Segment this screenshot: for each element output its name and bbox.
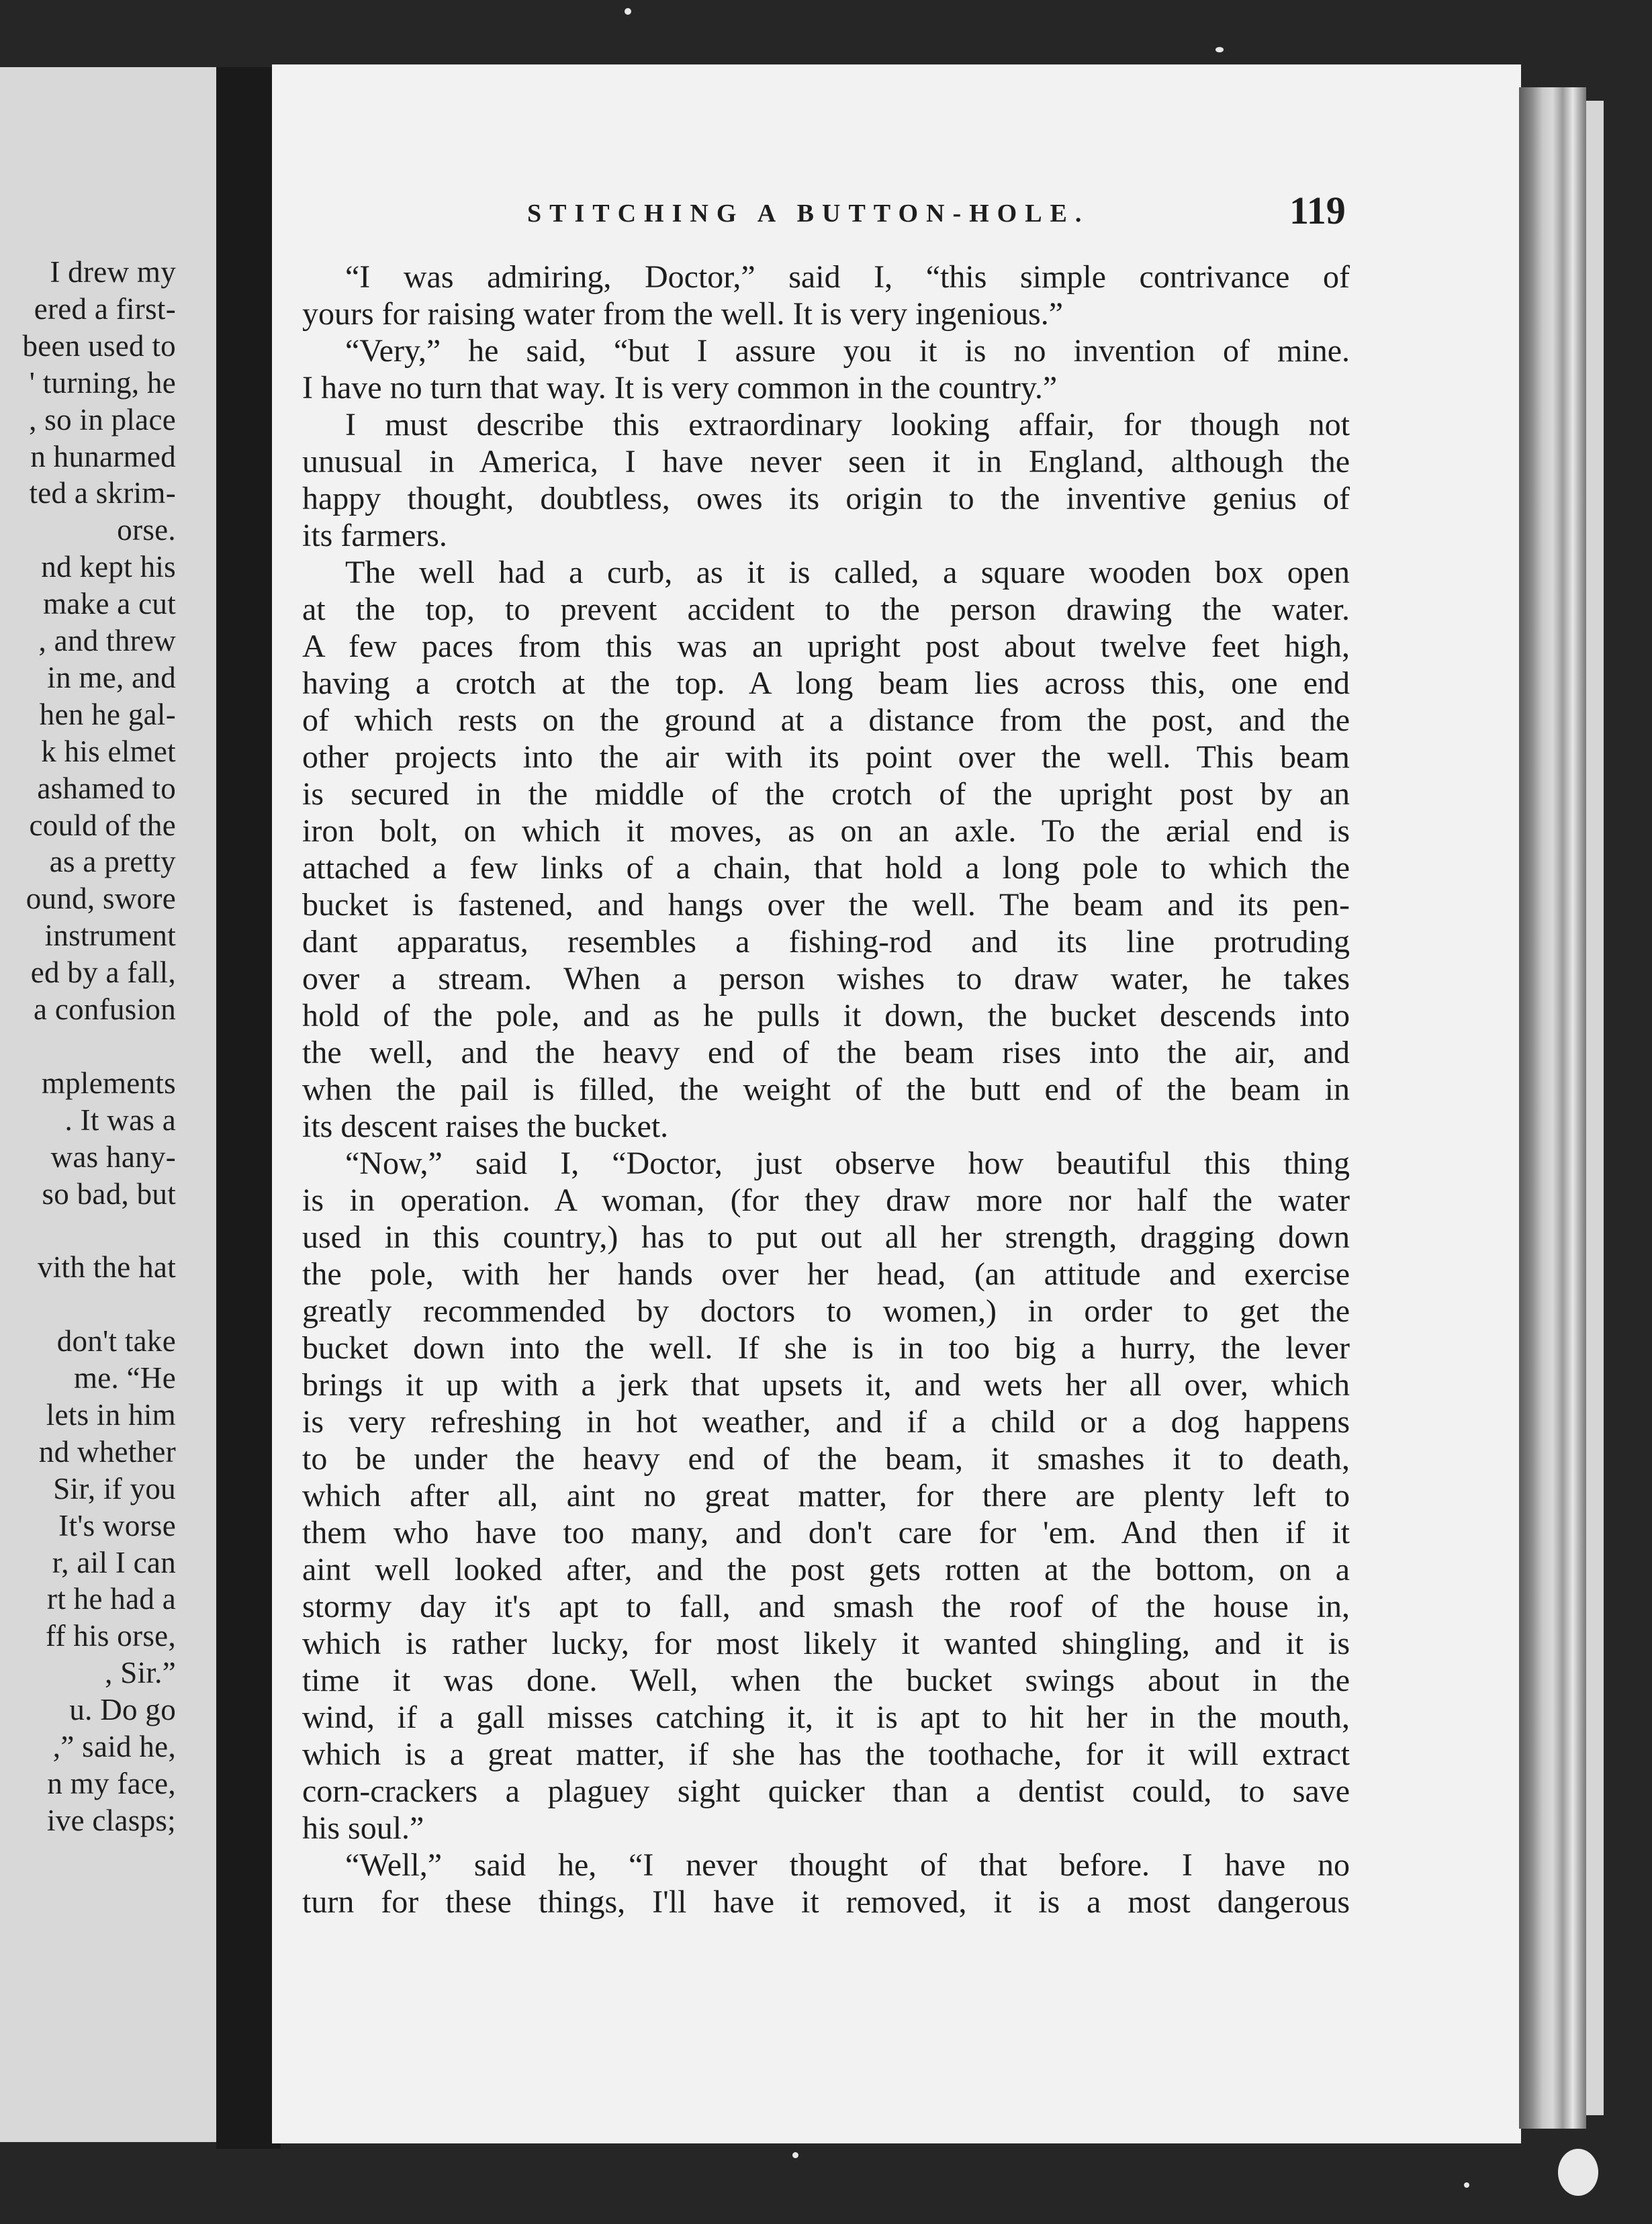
left-page-line: lets in him: [46, 1397, 176, 1432]
text-line: “Now,” said I, “Doctor, just observe how beautiful this thing: [345, 1146, 1350, 1181]
left-page-line: could of the: [29, 808, 176, 842]
left-page-line: ered a first-: [34, 291, 176, 326]
text-line: A few paces from this was an upright post about twelve feet high,: [302, 629, 1350, 664]
left-page-line: nd whether: [38, 1434, 176, 1469]
running-head: STITCHING A BUTTON-HOLE.: [527, 199, 1090, 228]
text-line: “Very,” he said, “but I assure you it is no invention of mine.: [345, 333, 1350, 369]
scan-speck: [1215, 47, 1224, 52]
scan-speck: [1558, 2149, 1598, 2196]
text-line: the well, and the heavy end of the beam rises into the air, and: [302, 1035, 1350, 1070]
left-page-line: instrument: [44, 919, 176, 953]
text-line: aint well looked after, and the post gets rotten at the bottom, on a: [302, 1552, 1350, 1587]
left-page-line: n my face,: [47, 1766, 176, 1800]
left-page-line: ive clasps;: [46, 1803, 176, 1837]
left-page-line: , so in place: [29, 402, 176, 436]
left-page-line: ted a skrim-: [29, 476, 176, 510]
left-page-line: hen he gal-: [39, 697, 176, 731]
text-line: of which rests on the ground at a distance from the post, and the: [302, 702, 1350, 738]
text-line: The well had a curb, as it is called, a square wooden box open: [345, 555, 1350, 590]
left-page-line: . It was a: [64, 1103, 176, 1137]
text-line: I must describe this extraordinary looking affair, for though not: [345, 407, 1350, 443]
left-page-line: so bad, but: [42, 1176, 176, 1211]
page-edges: [1519, 87, 1586, 2129]
text-line: iron bolt, on which it moves, as on an axle. To the ærial end is: [302, 813, 1350, 849]
left-page-line: I drew my: [50, 255, 176, 289]
text-line: is very refreshing in hot weather, and if a child or a dog happens: [302, 1404, 1350, 1440]
left-page-line: make a cut: [43, 587, 176, 621]
left-page-line: in me, and: [47, 660, 176, 694]
scan-speck: [792, 2152, 798, 2158]
text-line: having a crotch at the top. A long beam lies across this, one end: [302, 665, 1350, 701]
text-line: used in this country,) has to put out all her strength, dragging down: [302, 1219, 1350, 1255]
text-line: happy thought, doubtless, owes its origin to the inventive genius of: [302, 481, 1350, 516]
page-edge-outer: [1586, 101, 1604, 2115]
text-line: his soul.”: [302, 1810, 424, 1846]
text-line: unusual in America, I have never seen it in England, although the: [302, 444, 1350, 479]
left-page-line: a confusion: [34, 992, 176, 1026]
text-line: them who have too many, and don't care for 'em. And then if it: [302, 1515, 1350, 1550]
left-page-line: , Sir.”: [105, 1656, 176, 1690]
scan-speck: [625, 8, 631, 15]
text-line: I have no turn that way. It is very common in the country.”: [302, 370, 1058, 406]
left-page-line: ' turning, he: [29, 365, 176, 400]
left-page-line: rt he had a: [47, 1582, 176, 1616]
text-line: which is a great matter, if she has the toothache, for it will extract: [302, 1736, 1350, 1772]
left-page-line: ound, swore: [26, 882, 176, 916]
text-line: hold of the pole, and as he pulls it down, the bucket descends into: [302, 998, 1350, 1033]
left-page-line: ff his orse,: [46, 1619, 176, 1653]
text-line: greatly recommended by doctors to women,) in order to get the: [302, 1293, 1350, 1329]
text-line: which is rather lucky, for most likely it wanted shingling, and it is: [302, 1626, 1350, 1661]
left-page-line: k his elmet: [41, 734, 176, 768]
left-page-line: as a pretty: [49, 845, 176, 879]
text-line: bucket down into the well. If she is in too big a hurry, the lever: [302, 1330, 1350, 1366]
scan-speck: [1464, 2182, 1469, 2188]
text-line: wind, if a gall misses catching it, it is apt to hit her in the mouth,: [302, 1700, 1350, 1735]
text-line: “I was admiring, Doctor,” said I, “this simple contrivance of: [345, 259, 1350, 295]
left-page-line: don't take: [56, 1324, 176, 1358]
text-line: bucket is fastened, and hangs over the well. The beam and its pen-: [302, 887, 1350, 923]
text-line: brings it up with a jerk that upsets it, and wets her all over, which: [302, 1367, 1350, 1403]
text-line: to be under the heavy end of the beam, it smashes it to death,: [302, 1441, 1350, 1477]
left-page-line: me. “He: [73, 1361, 176, 1395]
left-page-line: u. Do go: [69, 1693, 176, 1727]
text-line: when the pail is filled, the weight of the butt end of the beam in: [302, 1072, 1350, 1107]
text-line: corn-crackers a plaguey sight quicker than a dentist could, to save: [302, 1773, 1350, 1809]
text-line: over a stream. When a person wishes to draw water, he takes: [302, 961, 1350, 997]
text-line: dant apparatus, resembles a fishing-rod and its line protruding: [302, 924, 1350, 960]
text-line: “Well,” said he, “I never thought of that before. I have no: [345, 1847, 1350, 1883]
left-page-line: nd kept his: [41, 550, 176, 584]
text-line: time it was done. Well, when the bucket swings about in the: [302, 1663, 1350, 1698]
text-line: is secured in the middle of the crotch of the upright post by an: [302, 776, 1350, 812]
left-page-line: , and threw: [38, 624, 176, 657]
left-page-line: ashamed to: [37, 771, 176, 805]
left-page-line: ,” said he,: [52, 1730, 176, 1763]
text-line: other projects into the air with its point over the well. This beam: [302, 739, 1350, 775]
left-page-line: orse.: [117, 513, 176, 547]
book-gutter: [216, 67, 281, 2149]
left-page-line: It's worse: [58, 1508, 176, 1542]
left-page-line: been used to: [22, 328, 176, 363]
left-page-line: was hany-: [50, 1140, 176, 1174]
left-page-line: ed by a fall,: [30, 956, 176, 990]
text-line: attached a few links of a chain, that hold a long pole to which the: [302, 850, 1350, 886]
left-page-line: vith the hat: [37, 1250, 176, 1285]
left-page-line: r, ail I can: [52, 1545, 176, 1579]
text-line: which after all, aint no great matter, for there are plenty left to: [302, 1478, 1350, 1514]
page-number: 119: [1289, 189, 1346, 232]
text-line: stormy day it's apt to fall, and smash the roof of the house in,: [302, 1589, 1350, 1624]
text-line: is in operation. A woman, (for they draw more nor half the water: [302, 1183, 1350, 1218]
page-body-text: [302, 259, 1350, 1920]
text-line: the pole, with her hands over her head, (an attitude and exercise: [302, 1256, 1350, 1292]
text-line: its farmers.: [302, 518, 447, 553]
left-page-line: n hunarmed: [30, 439, 176, 473]
text-line: its descent raises the bucket.: [302, 1109, 669, 1144]
text-line: turn for these things, I'll have it removed, it is a most dangerous: [302, 1884, 1350, 1920]
text-line: yours for raising water from the well. It is very ingenious.”: [302, 296, 1064, 332]
left-page-line: Sir, if you: [53, 1471, 176, 1505]
text-line: at the top, to prevent accident to the person drawing the water.: [302, 592, 1350, 627]
left-page-line: mplements: [41, 1066, 176, 1100]
